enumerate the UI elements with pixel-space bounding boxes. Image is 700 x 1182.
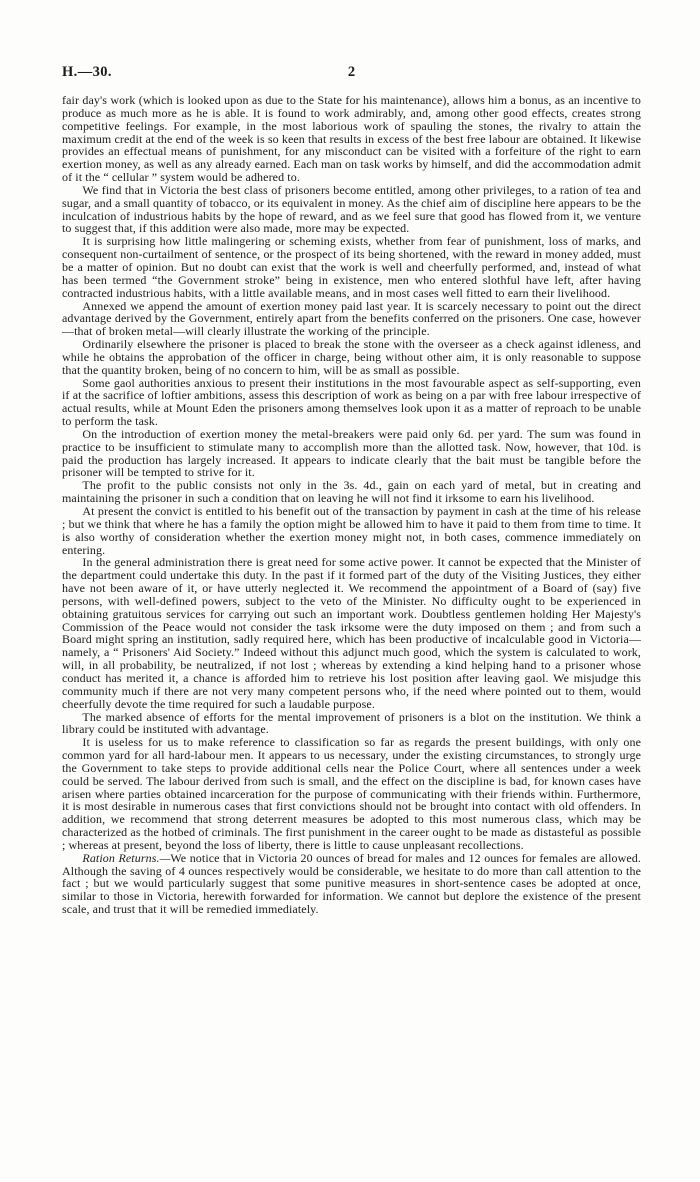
- paragraph: The marked absence of efforts for the mental improvement of prisoners is a blot on the institution. We think a library could be instituted with advantage.: [62, 709, 641, 737]
- report-number: H.—30.: [62, 64, 112, 80]
- paragraph: We find that in Victoria the best class of prisoners become entitled, among other privileges, to a ration of tea and sugar, and a small quantity of tobacco, or its equivalent in money. As the chief aim of discipline here appears to be the inculcation of industrious habits by the hope of reward, and as we feel sure that good has flowed from it, we venture to suggest that, if this addition were also made, more may be expected.: [62, 182, 642, 236]
- page-number: 2: [347, 64, 356, 80]
- paragraph: The profit to the public consists not only in the 3s. 4d., gain on each yard of metal, but in creating and maintaining the prisoner in such a condition that on leaving he will not find it irksome to earn his livelihood.: [62, 478, 641, 506]
- paragraph-text: We notice that in Victoria 20 ounces of bread for males and 12 ounces for females are allowed. Although the saving of 4 ounces respectively would be considerable, we hesitate to do more than call attention to the fact ; but we would particularly suggest that some punitive measures in short-sentence cases be adopted at once, similar to those in Victoria, herewith forwarded for information. We cannot but deplore the existence of the present scale, and trust that it will be remedied immediately.: [62, 850, 641, 917]
- paragraph: fair day's work (which is looked upon as due to the State for his maintenance), allows him a bonus, as an incentive to produce as much more as he is able. It is found to work admirably, and, among other good effects, creates strong competitive feelings. For example, in the most laborious work of spauling the stones, the rivalry to attain the maximum credit at the end of the week is so keen that results in excess of the best free labour are obtained. It likewise provides an effectual means of punishment, for any misconduct can be visited with a forfeiture of the right to earn exertion money, as well as any already earned. Each man on task works by himself, and did the accommodation admit of it the “ cellular ” system would be adhered to.: [62, 93, 641, 185]
- paragraph: It is surprising how little malingering or scheming exists, whether from fear of punishment, loss of marks, and consequent non-curtailment of sentence, or the prospect of its being shortened, with the reward in money added, must be a matter of opinion. But no doubt can exist that the work is well and cheerfully performed, and, instead of what has been termed “the Government stroke” being in existence, men who entered slothful have left, after having contracted industrious habits, with a little available means, and in most cases well fitted to earn their livelihood.: [62, 234, 641, 300]
- paragraph: [62, 852, 641, 916]
- report-body: [62, 94, 641, 916]
- paragraph: On the introduction of exertion money the metal-breakers were paid only 6d. per yard. The sum was found in practice to be insufficient to stimulate many to accomplish more than the allotted task. Now, however, that 10d. is paid the production has largely increased. It appears to indicate clearly that the bait must be tangible before the prisoner will be tempted to strive for it.: [62, 426, 641, 480]
- paragraph: Some gaol authorities anxious to present their institutions in the most favourable aspect as self-supporting, even if at the sacrifice of loftier ambitions, assess this description of work as being on a par with free labour irrespective of actual results, while at Mount Eden the prisoners among themselves look upon it as a matter of reproach to be unable to perform the task.: [62, 375, 641, 429]
- paragraph: In the general administration there is great need for some active power. It cannot be expected that the Minister of the department could undertake this duty. In the past if it formed part of the duty of the Visiting Justices, they either have not been aware of it, or have utterly neglected it. We recommend the appointment of a Board of (say) five persons, with well-defined powers, subject to the veto of the Minister. No difficulty ought to be experienced in obtaining gratuitous services for carrying out such an important work. Doubtless gentlemen holding Her Majesty's Commission of the Peace would not consider the task irksome were the duty imposed on them ; and from such a Board might spring an institution, sadly required here, which has been productive of incalculable good in Victoria—namely, a “ Prisoners' Aid Society.” Indeed without this adjunct much good, which the system is calculated to work, will, in all probability, be neutralized, if not lost ; whereas by extending a kind helping hand to a prisoner whose conduct has merited it, a chance is afforded him to retrieve his lost position after leaving gaol. We misjudge this community much if there are not very many competent persons who, if the need where pointed out to them, would cheerfully devote the time required for such a laudable purpose.: [62, 555, 641, 711]
- paragraph: It is useless for us to make reference to classification so far as regards the present buildings, with only one common yard for all hard-labour men. It appears to us necessary, under the existing circumstances, to strongly urge the Government to take steps to provide additional cells near the Police Court, where all sentences under a week could be served. The labour derived from such is small, and the effect on the discipline is bad, for known cases have arisen where parties obtained incarceration for the purpose of communicating with their friends within. Furthermore, it is most desirable in numerous cases that first convictions should not be brought into contact with old offenders. In addition, we recommend that strong deterrent measures be adopted to this most numerous class, which may be characterized as the hotbed of criminals. The first punishment in the career ought to be made as distasteful as possible ; whereas at present, beyond the loss of liberty, there is little to cause unpleasant recollections.: [62, 735, 641, 852]
- paragraph: At present the convict is entitled to his benefit out of the transaction by payment in cash at the time of his release ; but we think that where he has a family the option might be allowed him to have it paid to them from time to time. It is also worthy of consideration whether the exertion money might not, in both cases, commence immediately on entering.: [62, 504, 641, 557]
- paragraph: Annexed we append the amount of exertion money paid last year. It is scarcely necessary to point out the direct advantage derived by the Government, entirely apart from the benefits conferred on the prisoners. One case, however—that of broken metal—will clearly illustrate the working of the principle.: [62, 298, 641, 339]
- paragraph: Ordinarily elsewhere the prisoner is placed to break the stone with the overseer as a check against idleness, and while he obtains the approbation of the officer in charge, being without other aim, it is only reasonable to suppose that the quantity broken, being of no concern to him, will be as small as possible.: [62, 337, 641, 377]
- page-header: [62, 64, 641, 82]
- paragraph-lead-italic: Ration Returns.—: [82, 850, 171, 865]
